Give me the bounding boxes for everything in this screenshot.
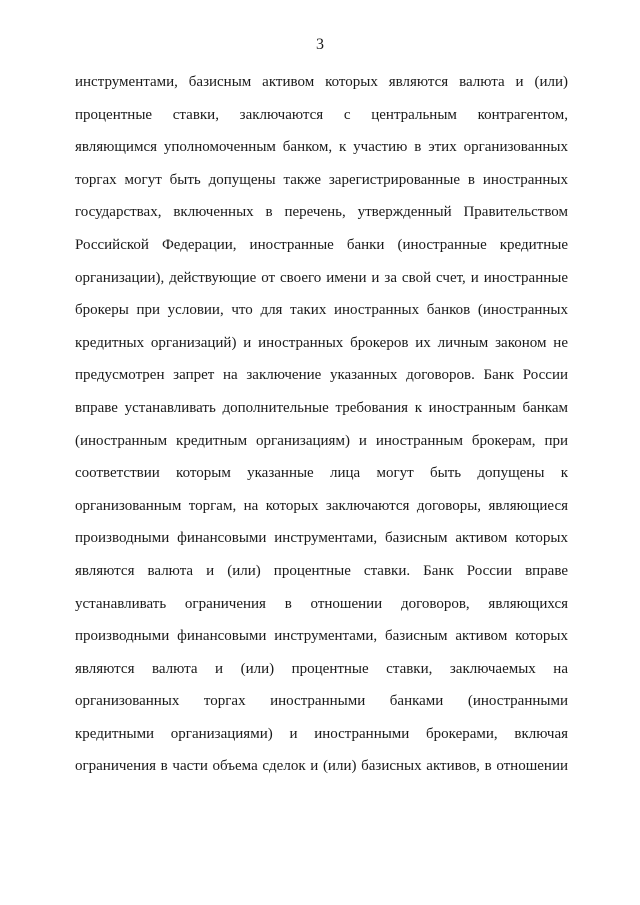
- text-line: устанавливать ограничения в отношении договоров, являющихся: [75, 595, 568, 612]
- text-line: кредитными организациями) и иностранными брокерами, включая: [75, 725, 568, 742]
- text-line: ограничения в части объема сделок и (или) базисных активов, в отношении: [75, 758, 568, 775]
- text-line: являющимся уполномоченным банком, к участию в этих организованных: [75, 139, 568, 156]
- text-line: Российской Федерации, иностранные банки (иностранные кредитные: [75, 236, 568, 253]
- text-line: (иностранным кредитным организациям) и иностранным брокерам, при: [75, 432, 568, 449]
- text-line: инструментами, базисным активом которых являются валюта и (или): [75, 74, 568, 90]
- text-line: производными финансовыми инструментами, базисным активом которых: [75, 530, 568, 547]
- text-line: организации), действующие от своего имени и за свой счет, и иностранные: [75, 269, 568, 286]
- text-line: производными финансовыми инструментами, базисным активом которых: [75, 628, 568, 645]
- text-line: соответствии которым указанные лица могут быть допущены к: [75, 465, 568, 482]
- text-line: организованным торгам, на которых заключаются договоры, являющиеся: [75, 497, 568, 514]
- text-line: торгах могут быть допущены также зарегистрированные в иностранных: [75, 171, 568, 188]
- body-text: [75, 66, 568, 783]
- text-line: государствах, включенных в перечень, утвержденный Правительством: [75, 204, 568, 221]
- text-line: вправе устанавливать дополнительные требования к иностранным банкам: [75, 399, 568, 416]
- text-line: являются валюта и (или) процентные ставки. Банк России вправе: [75, 562, 568, 579]
- text-line: являются валюта и (или) процентные ставки, заключаемых на: [75, 660, 568, 677]
- text-line: организованных торгах иностранными банками (иностранными: [75, 693, 568, 710]
- text-line: брокеры при условии, что для таких иностранных банков (иностранных: [75, 302, 568, 319]
- text-line: процентные ставки, заключаются с центральным контрагентом,: [75, 106, 568, 123]
- text-line: предусмотрен запрет на заключение указанных договоров. Банк России: [75, 367, 568, 384]
- page-number: 3: [316, 36, 324, 53]
- text-line: кредитных организаций) и иностранных брокеров их личным законом не: [75, 334, 568, 351]
